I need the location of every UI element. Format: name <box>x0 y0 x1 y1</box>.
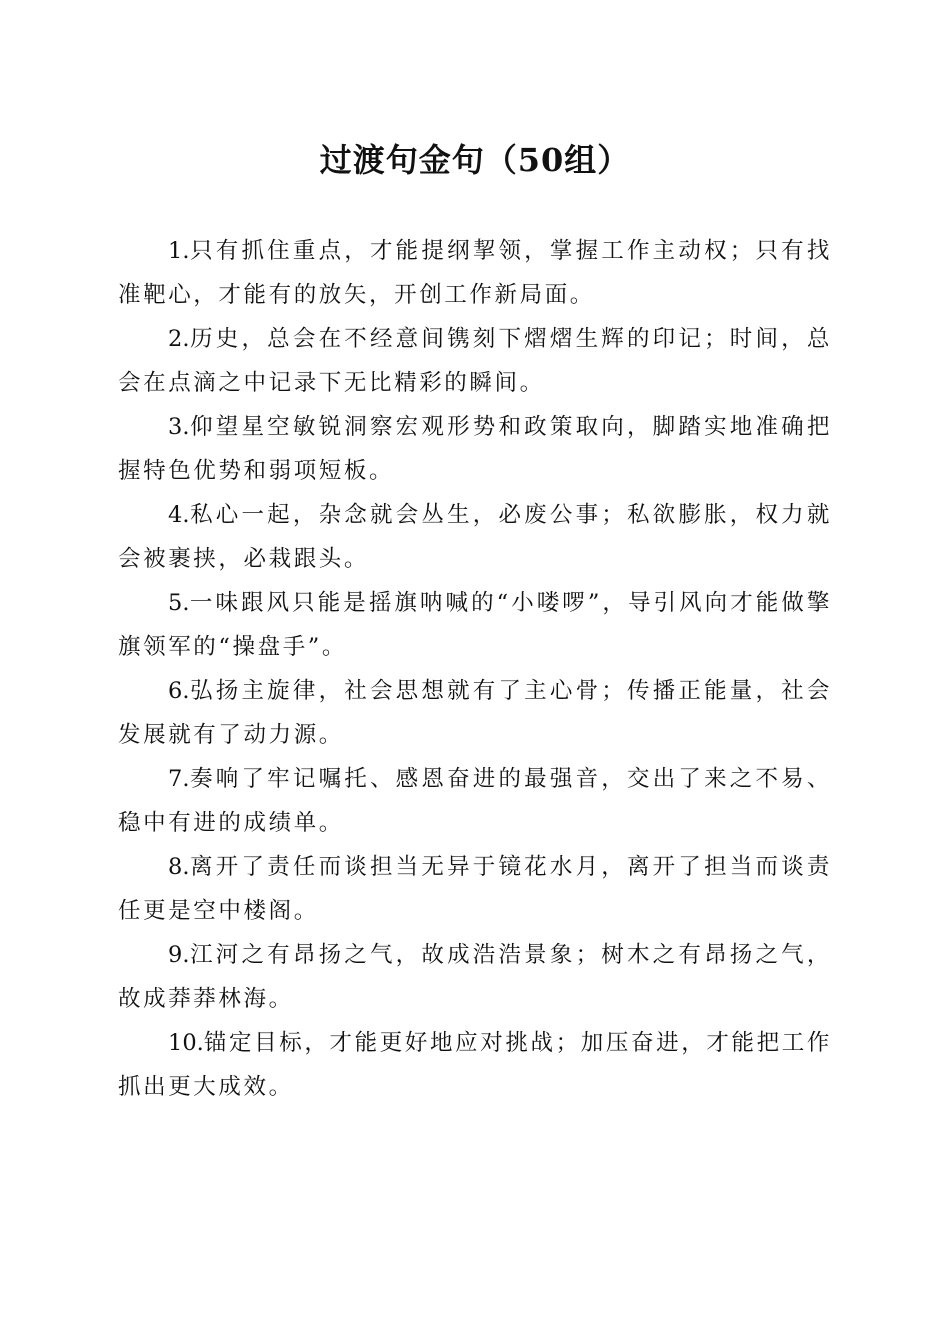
quote-item-2 <box>118 317 832 405</box>
quote-text: 离开了责任而谈担当无异于镜花水月，离开了担当而谈责任更是空中楼阁。 <box>118 854 832 924</box>
quote-item-7 <box>118 757 832 845</box>
quote-item-3 <box>118 405 832 493</box>
quote-text: 江河之有昂扬之气，故成浩浩景象；树木之有昂扬之气，故成莽莽林海。 <box>118 942 832 1012</box>
quote-number: 6. <box>168 678 190 704</box>
quote-number: 1. <box>168 238 190 264</box>
page-title: 过渡句金句（50组） <box>319 141 631 179</box>
quote-number: 8. <box>168 854 190 880</box>
quote-number: 2. <box>168 326 190 352</box>
quote-item-6 <box>118 669 832 757</box>
quote-item-4 <box>118 493 832 581</box>
quote-number: 5. <box>168 590 190 616</box>
quote-item-9 <box>118 933 832 1021</box>
quote-number: 10. <box>168 1030 204 1056</box>
quote-text: 只有抓住重点，才能提纲挈领，掌握工作主动权；只有找准靶心，才能有的放矢，开创工作新局面。 <box>118 238 832 308</box>
quote-item-10 <box>118 1021 832 1109</box>
quote-number: 7. <box>168 766 190 792</box>
quote-text: 一味跟风只能是摇旗呐喊的“小喽啰”，导引风向才能做擎旗领军的“操盘手”。 <box>118 590 832 660</box>
quote-number: 9. <box>168 942 190 968</box>
quote-item-5 <box>118 581 832 669</box>
quote-text: 奏响了牢记嘱托、感恩奋进的最强音，交出了来之不易、稳中有进的成绩单。 <box>118 766 832 836</box>
quote-list <box>118 229 832 1109</box>
quote-text: 仰望星空敏锐洞察宏观形势和政策取向，脚踏实地准确把握特色优势和弱项短板。 <box>118 414 832 484</box>
quote-item-1 <box>118 229 832 317</box>
quote-item-8 <box>118 845 832 933</box>
quote-number: 4. <box>168 502 190 528</box>
quote-text: 弘扬主旋律，社会思想就有了主心骨；传播正能量，社会发展就有了动力源。 <box>118 678 832 748</box>
quote-number: 3. <box>168 414 190 440</box>
quote-text: 历史，总会在不经意间镌刻下熠熠生辉的印记；时间，总会在点滴之中记录下无比精彩的瞬间。 <box>118 326 832 396</box>
quote-text: 私心一起，杂念就会丛生，必废公事；私欲膨胀，权力就会被裹挟，必栽跟头。 <box>118 502 832 572</box>
quote-text: 锚定目标，才能更好地应对挑战；加压奋进，才能把工作抓出更大成效。 <box>118 1030 832 1100</box>
